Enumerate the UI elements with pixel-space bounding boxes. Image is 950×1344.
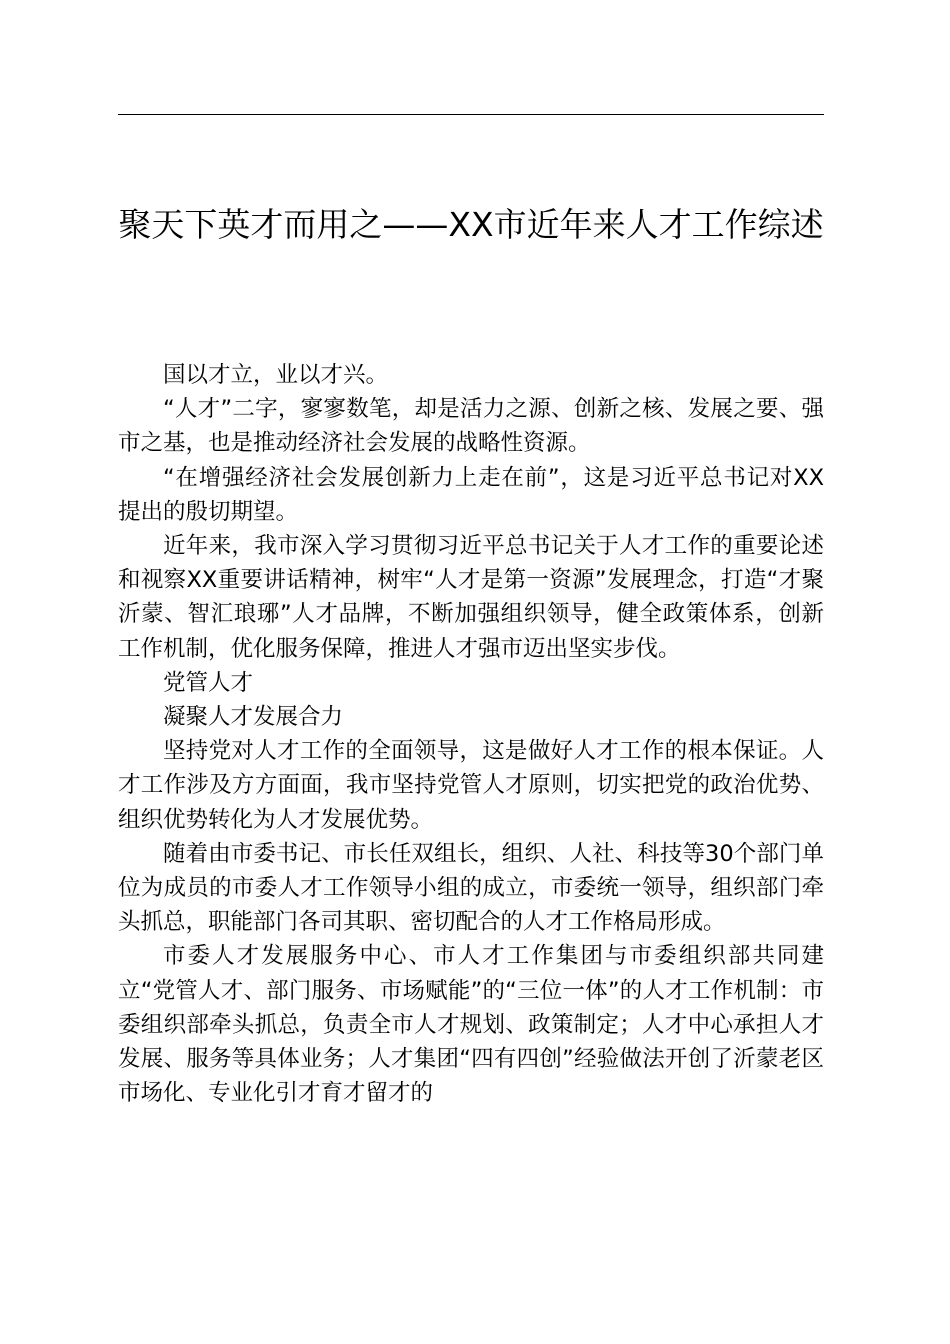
paragraph: 近年来，我市深入学习贯彻习近平总书记关于人才工作的重要论述和视察XX重要讲话精神，树牢“人才是第一资源”发展理念，打造“才聚沂蒙、智汇琅琊”人才品牌，不断加强组织领导，健全政策体系，创新工作机制，优化服务保障，推进人才强市迈出坚实步伐。 xyxy=(118,533,824,662)
paragraph: 市委人才发展服务中心、市人才工作集团与市委组织部共同建立“党管人才、部门服务、市场赋能”的“三位一体”的人才工作机制：市委组织部牵头抓总，负责全市人才规划、政策制定；人才中心承担人才发展、服务等具体业务；人才集团“四有四创”经验做法开创了沂蒙老区市场化、专业化引才育才留才的 xyxy=(118,943,824,1107)
section-subheading: 凝聚人才发展合力 xyxy=(163,704,344,731)
paragraph: 国以才立，业以才兴。 xyxy=(163,362,389,388)
document-title: 聚天下英才而用之——XX市近年来人才工作综述 xyxy=(118,205,824,244)
header-rule xyxy=(118,114,824,115)
paragraph: 随着由市委书记、市长任双组长，组织、人社、科技等30个部门单位为成员的市委人才工作领导小组的成立，市委统一领导，组织部门牵头抓总，职能部门各司其职、密切配合的人才工作格局形成。 xyxy=(118,840,824,936)
document-body xyxy=(118,358,824,1110)
paragraph: “在增强经济社会发展创新力上走在前”，这是习近平总书记对XX提出的殷切期望。 xyxy=(118,464,824,525)
section-heading: 党管人才 xyxy=(163,669,254,696)
paragraph: “人才”二字，寥寥数笔，却是活力之源、创新之核、发展之要、强市之基，也是推动经济社会发展的战略性资源。 xyxy=(118,396,824,457)
paragraph: 坚持党对人才工作的全面领导，这是做好人才工作的根本保证。人才工作涉及方方面面，我市坚持党管人才原则，切实把党的政治优势、组织优势转化为人才发展优势。 xyxy=(118,738,824,833)
